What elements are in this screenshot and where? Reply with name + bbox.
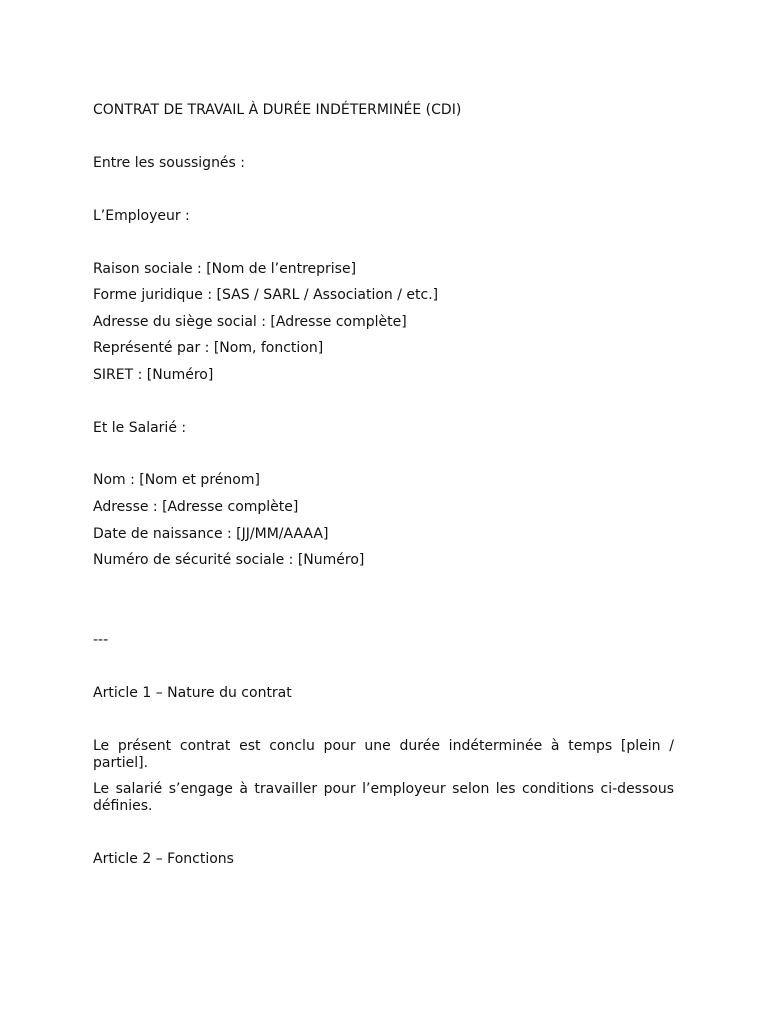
employer-field-address: Adresse du siège social : [Adresse complète]	[93, 314, 407, 330]
employer-field-company-name: Raison sociale : [Nom de l’entreprise]	[93, 261, 357, 277]
employee-field-social-security: Numéro de sécurité sociale : [Numéro]	[93, 552, 365, 568]
article2-heading: Article 2 – Fonctions	[93, 851, 234, 867]
article1-paragraph-1: Le présent contrat est conclu pour une durée indéterminée à temps [plein / partiel].	[93, 738, 674, 771]
employer-field-representative: Représenté par : [Nom, fonction]	[93, 340, 324, 356]
employer-field-legal-form: Forme juridique : [SAS / SARL / Association / etc.]	[93, 287, 439, 303]
document-title: CONTRAT DE TRAVAIL À DURÉE INDÉTERMINÉE (CDI)	[93, 102, 462, 118]
employer-field-siret: SIRET : [Numéro]	[93, 367, 214, 383]
employee-heading: Et le Salarié :	[93, 420, 187, 436]
employee-field-birthdate: Date de naissance : [JJ/MM/AAAA]	[93, 526, 329, 542]
section-separator: ---	[93, 632, 109, 648]
intro-line: Entre les soussignés :	[93, 155, 246, 171]
employer-heading: L’Employeur :	[93, 208, 190, 224]
employee-field-name: Nom : [Nom et prénom]	[93, 472, 260, 488]
article1-paragraph-2: Le salarié s’engage à travailler pour l’employeur selon les conditions ci-dessous définies.	[93, 781, 674, 814]
employee-field-address: Adresse : [Adresse complète]	[93, 499, 299, 515]
article1-heading: Article 1 – Nature du contrat	[93, 685, 292, 701]
